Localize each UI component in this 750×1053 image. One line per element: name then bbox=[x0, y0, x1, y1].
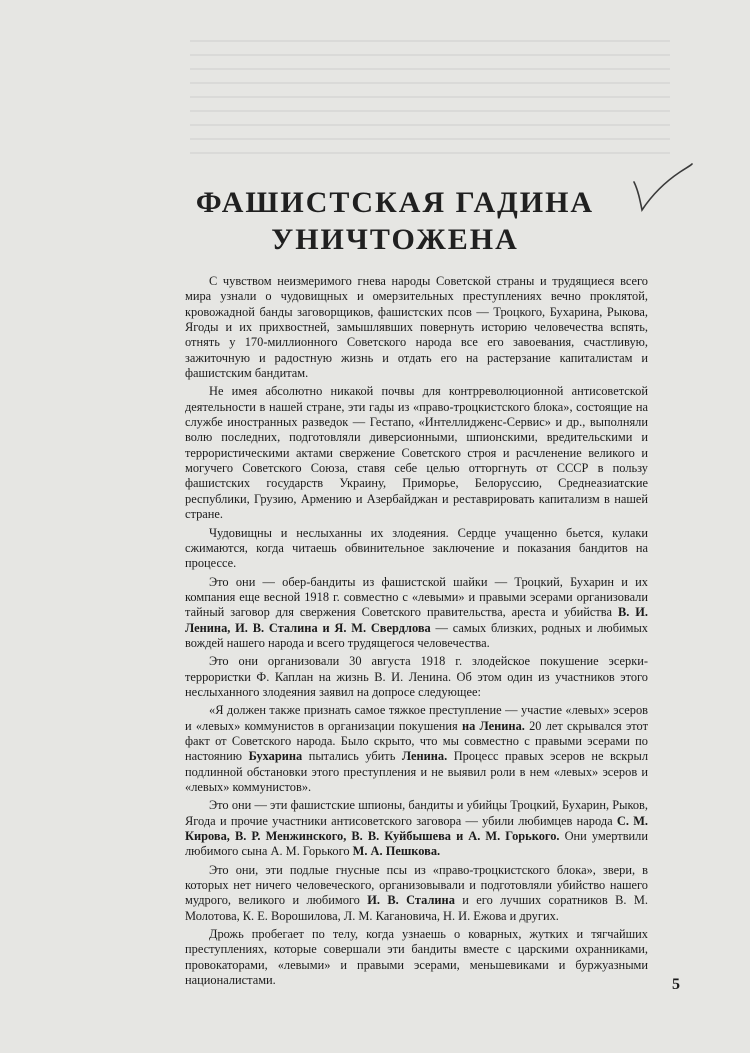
page-number: 5 bbox=[672, 976, 680, 993]
bold-name-run: С. М. Кирова, В. Р. Менжинского, В. В. Куйбышева и А. М. Горького. bbox=[185, 813, 648, 844]
text-run: Это они организовали 30 августа 1918 г. злодейское покушение эсерки-террористки Ф. Каплан на жизнь В. И. Ленина. Об этом один из участников этого неслыханного злодеяния заявил на допросе следующее: bbox=[185, 654, 648, 699]
bold-name-run: М. А. Пешкова. bbox=[352, 844, 441, 859]
text-run: Это они, эти подлые гнусные псы из «право-троцкистского блока», звери, в которых нет ничего человеческого, организовывали и подготовляли убийство нашего мудрого, великого и любимого bbox=[185, 862, 648, 908]
bold-name-run: И. В. Сталина bbox=[367, 893, 455, 908]
title-line-2: УНИЧТОЖЕНА bbox=[271, 223, 519, 256]
text-run: Процесс правых эсеров не вскрыл подлинной обстановки этого преступления и не выявил роли в нем «левых» эсеров и «левых» коммунистов». bbox=[185, 749, 649, 794]
show-through-text bbox=[190, 40, 670, 160]
text-run: С чувством неизмеримого гнева народы Советской страны и трудящиеся всего мира узнали о чудовищных и омерзительных преступлениях вечно проклятой, кровожадной банды заговорщиков, фашистских псов — Троцкого, Бухарина, Рыкова, Ягоды и их прихвостней, замышлявших повернуть историю человечества вспять, отнять у 170-миллионного Советского народа все его завоевания, счастливую, зажиточную и радостную жизнь и отдать его на растерзание капиталистам и фашистским бандитам. bbox=[185, 274, 648, 381]
text-run: Они умертвили любимого сына А. М. Горького bbox=[185, 829, 648, 859]
text-run: — самых близких, родных и любимых вождей нашего народа и всего трудящегося человечества. bbox=[185, 620, 648, 650]
paragraph bbox=[185, 863, 648, 924]
text-run: пытались убить bbox=[302, 749, 402, 764]
paragraph bbox=[185, 798, 648, 859]
paragraph bbox=[185, 384, 648, 522]
text-run: и его лучших соратников В. М. Молотова, К. Е. Ворошилова, Л. М. Кагановича, Н. И. Ежова и других. bbox=[185, 893, 648, 923]
text-run: Это они — обер-бандиты из фашистской шайки — Троцкий, Бухарин и их компания еще весной 1918 г. совместно с «левыми» и правыми эсерами организовали тайный заговор для свержения Советского правительства, ареста и убийства bbox=[185, 574, 648, 620]
text-run: Не имея абсолютно никакой почвы для контрреволюционной антисоветской деятельности в нашей стране, эти гады из «право-троцкистского блока», состоящие на службе иностранных разведок — Гестапо, «Интеллидженс-Сервис» и др., выполняли волю последних, подготовляли диверсионными, шпионскими, вредительскими и террористическими актами свержение Советского строя и расчленение великого и могучего Советского Союза, ставя себе целью отторгнуть от СССР в пользу фашистских государств Украину, Приморье, Белоруссию, Среднеазиатские республики, Грузию, Армению и Азербайджан и реставрировать капитализм в нашей стране. bbox=[185, 384, 648, 522]
text-run: Чудовищны и неслыханны их злодеяния. Сердце учащенно бьется, кулаки сжимаются, когда читаешь обвинительное заключение и показания бандитов на процессе. bbox=[185, 525, 648, 571]
text-run: «Я должен также признать самое тяжкое преступление — участие «левых» эсеров и «левых» коммунистов в организации покушения bbox=[185, 703, 648, 733]
paragraph bbox=[185, 274, 648, 381]
paragraph bbox=[185, 575, 648, 652]
text-run: Дрожь пробегает по телу, когда узнаешь о коварных, жутких и тягчайших преступлениях, которые совершали эти бандиты вместе с царскими охранниками, провокаторами, «левыми» и правыми эсерами, меньшевиками и буржуазными националистами. bbox=[185, 927, 648, 988]
bold-name-run: Бухарина bbox=[248, 749, 303, 764]
article-body bbox=[185, 274, 648, 991]
article-title bbox=[0, 184, 750, 258]
title-line-1: ФАШИСТСКАЯ ГАДИНА bbox=[195, 186, 595, 219]
paragraph bbox=[185, 654, 648, 700]
bold-name-run: Ленина. bbox=[401, 749, 448, 764]
bold-name-run: В. И. Ленина, И. В. Сталина и Я. М. Свердлова bbox=[185, 605, 648, 635]
bold-name-run: на Ленина. bbox=[461, 718, 525, 733]
paragraph bbox=[185, 927, 648, 988]
text-run: 20 лет скрывался этот факт от Советского народа. Было скрыто, что мы совместно с правыми эсерами по настоянию bbox=[185, 718, 648, 764]
paragraph bbox=[185, 703, 648, 795]
text-run: Это они — эти фашистские шпионы, бандиты и убийцы Троцкий, Бухарин, Рыков, Ягода и прочие участники антисоветского заговора — убили любимцев народа bbox=[185, 798, 648, 828]
paragraph bbox=[185, 526, 648, 572]
